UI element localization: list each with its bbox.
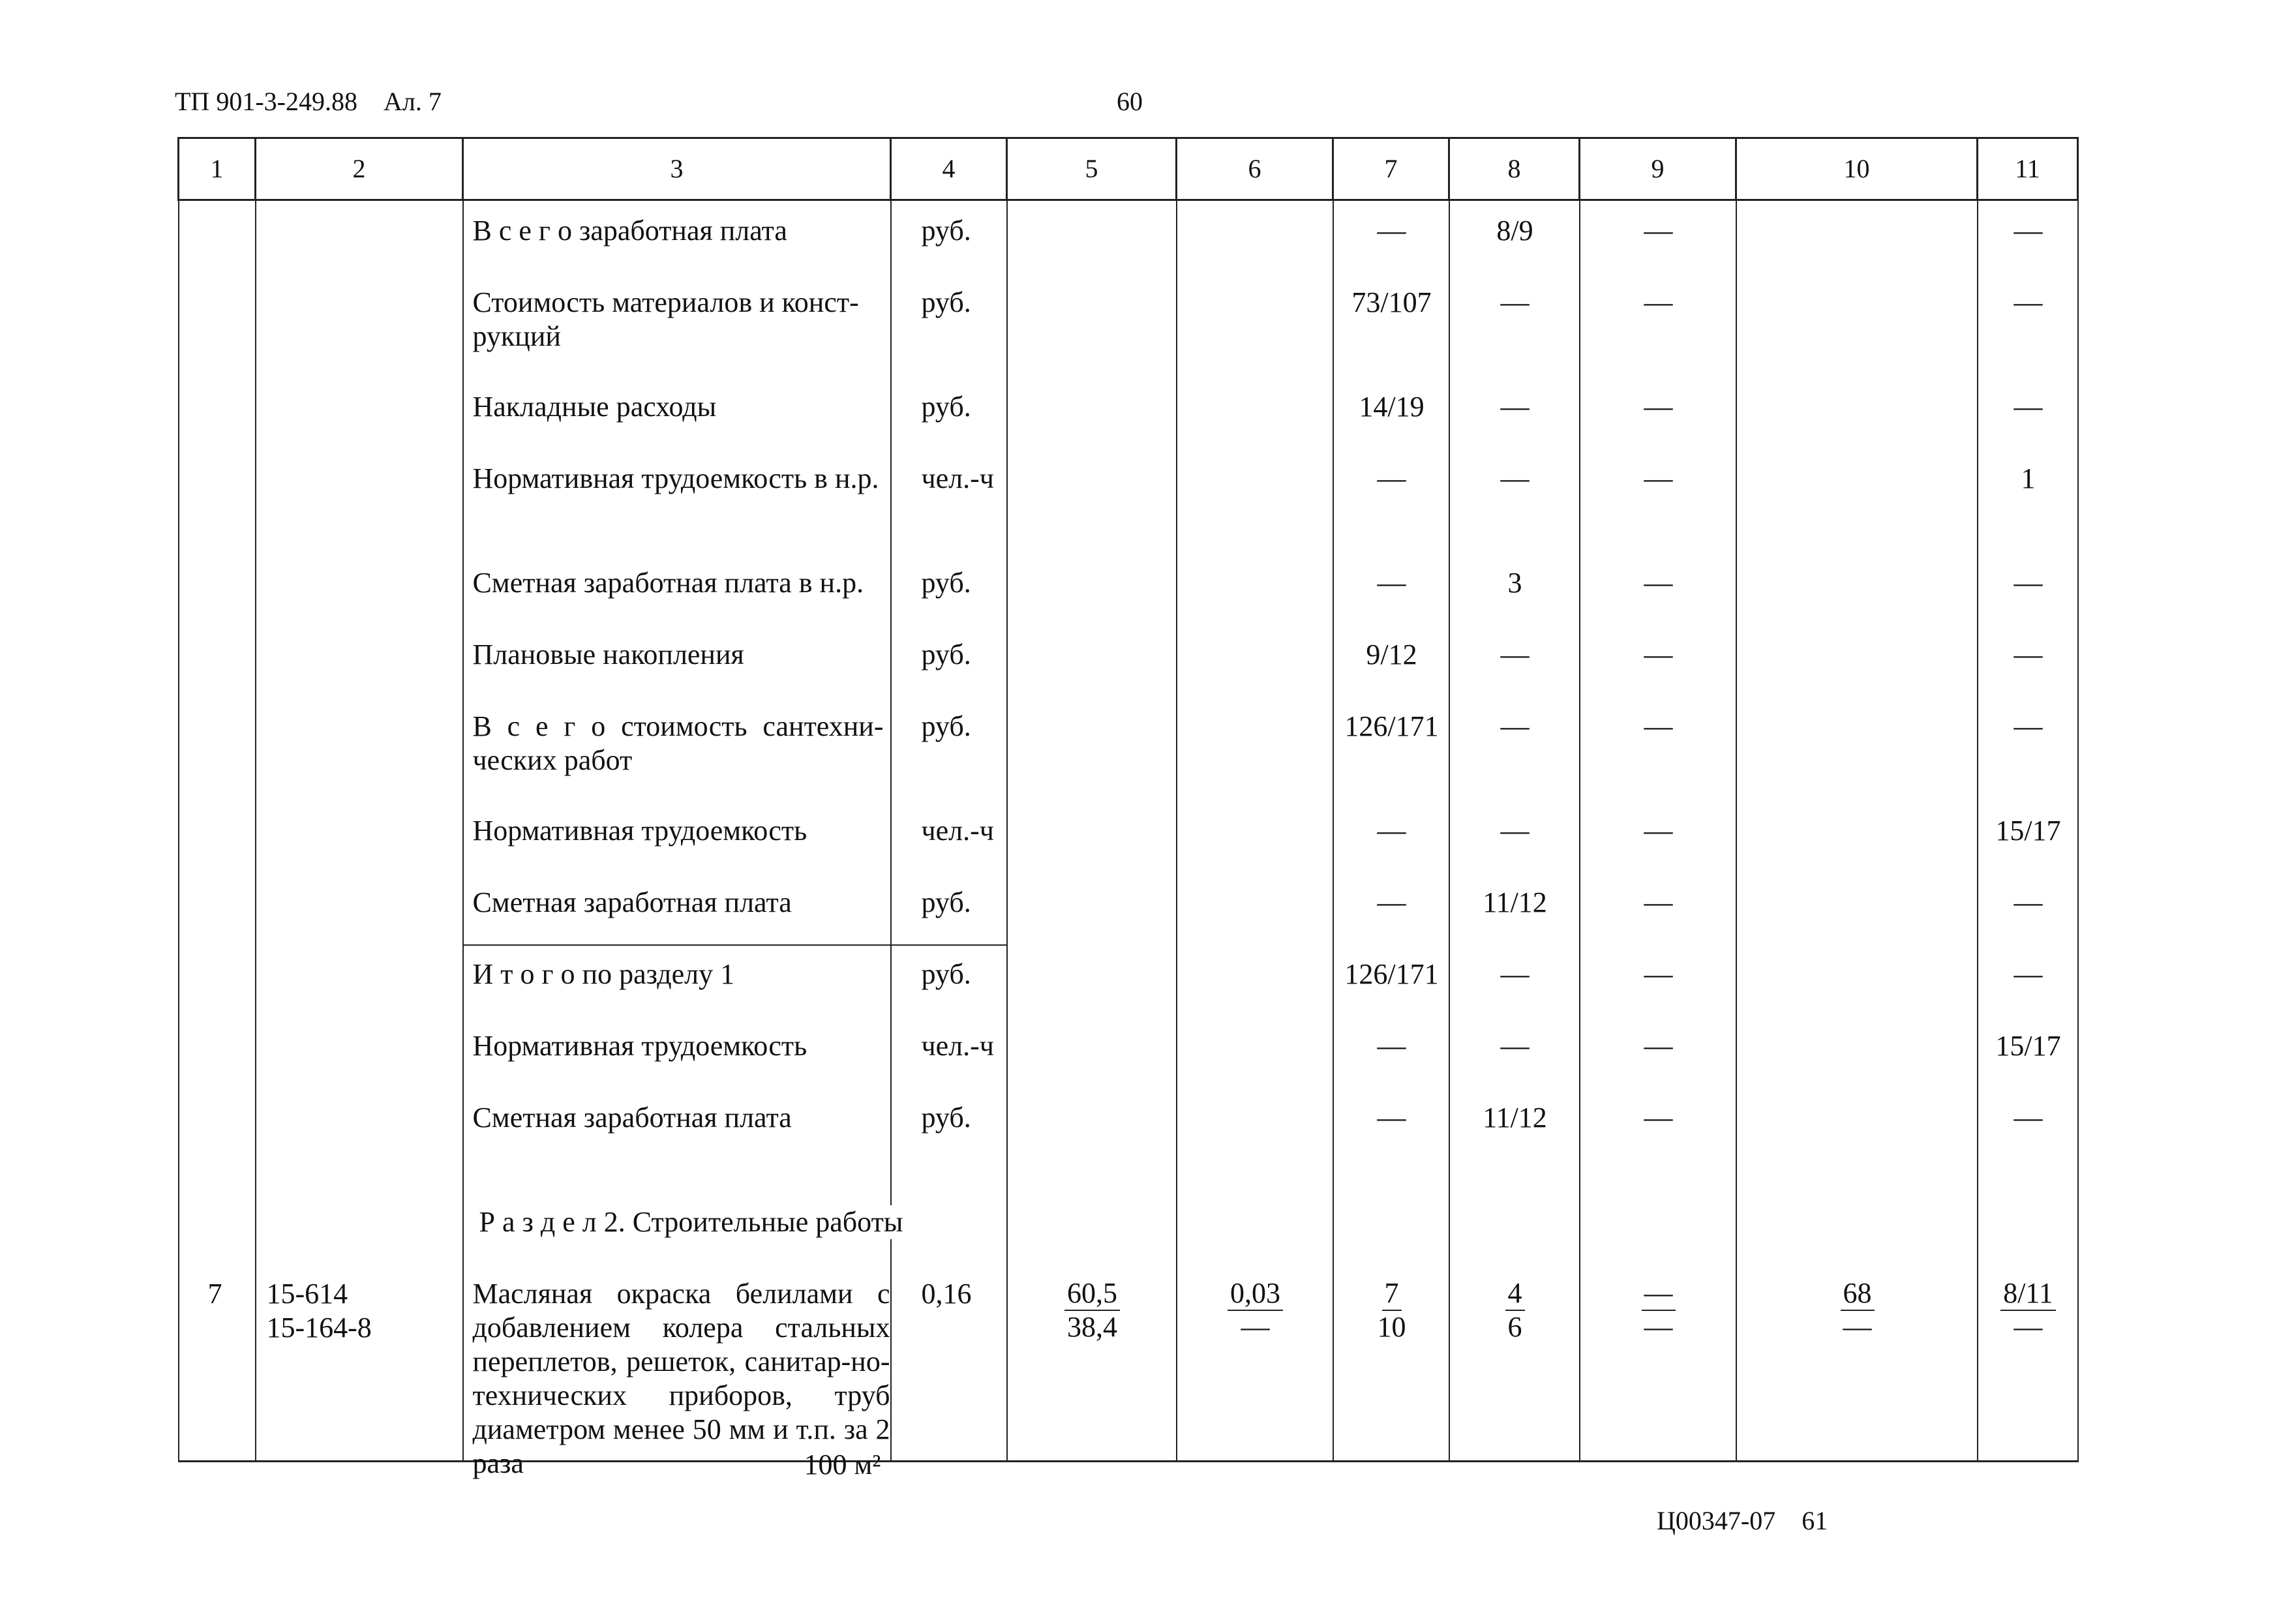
value: 3: [1507, 567, 1522, 599]
item-description: Масляная окраска белилами с добавлением колера стальных переплетов, решеток, санитар-но-технических приборов, труб диаметром менее 50 мм и т.п. за 2 раза: [472, 1278, 890, 1479]
row-label: Нормативная трудоемкость в н.р.: [472, 462, 879, 494]
col7-cell: [1333, 200, 1449, 1462]
item-code: 15-614: [266, 1278, 348, 1310]
col2-cell: [256, 200, 463, 1462]
value: —: [1644, 639, 1673, 670]
value: —: [1377, 1102, 1406, 1134]
unit: руб.: [921, 639, 971, 670]
unit: руб.: [921, 958, 971, 990]
item-qty: 0,16: [921, 1278, 972, 1310]
row-label: В с е г о заработная плата: [472, 215, 787, 247]
col4-cell: [891, 200, 1007, 1462]
row-label: В с е г о стоимость сантехни-ческих работ: [472, 710, 884, 776]
value: 73/107: [1351, 286, 1432, 318]
value: —: [1377, 567, 1406, 599]
value: 15/17: [1995, 815, 2061, 847]
col-header: 3: [463, 138, 891, 200]
value: —: [1644, 391, 1673, 423]
value: —: [2013, 286, 2043, 318]
row-label: Стоимость материалов и конст-рукций: [472, 286, 859, 352]
unit: руб.: [921, 391, 971, 423]
frac-num: 4: [1505, 1277, 1525, 1311]
header-doc-code: [175, 86, 442, 117]
col6-cell: [1177, 200, 1333, 1462]
value: —: [1500, 710, 1530, 742]
value: —: [1377, 815, 1406, 847]
footer: [1657, 1505, 1828, 1536]
value: 14/19: [1359, 391, 1425, 423]
col11-cell: [1978, 200, 2078, 1462]
col-header: 8: [1449, 138, 1580, 200]
footer-page: 61: [1802, 1506, 1828, 1535]
frac-den: —: [1241, 1311, 1270, 1343]
item-measure: 100 м²: [804, 1449, 881, 1481]
frac-num: —: [1642, 1277, 1676, 1311]
value: —: [1500, 958, 1530, 990]
value: —: [1644, 815, 1673, 847]
frac-den: 10: [1377, 1311, 1406, 1343]
value: —: [2013, 1102, 2043, 1134]
value: 15/17: [1995, 1030, 2061, 1062]
value: —: [1500, 1030, 1530, 1062]
item-code: 15-164-8: [266, 1312, 372, 1344]
row-label: Сметная заработная плата в н.р.: [472, 567, 864, 599]
col-header: 4: [891, 138, 1007, 200]
value: —: [1644, 286, 1673, 318]
value: 8/9: [1496, 215, 1533, 247]
fraction: [1177, 1277, 1334, 1344]
item-number: 7: [207, 1278, 222, 1310]
col9-cell: [1580, 200, 1736, 1462]
value: —: [1644, 886, 1673, 918]
unit: руб.: [921, 886, 971, 918]
value: —: [1500, 391, 1530, 423]
fraction: [1450, 1277, 1580, 1344]
fraction: [1334, 1277, 1450, 1344]
value: —: [1377, 462, 1406, 494]
col-header: 2: [256, 138, 463, 200]
col-header: 5: [1007, 138, 1177, 200]
value: —: [1644, 710, 1673, 742]
row-label: Накладные расходы: [472, 391, 717, 423]
frac-num: 0,03: [1228, 1277, 1283, 1311]
value: —: [1500, 639, 1530, 670]
unit: руб.: [921, 567, 971, 599]
unit: руб.: [921, 286, 971, 318]
value: —: [1644, 462, 1673, 494]
value: —: [2013, 567, 2043, 599]
value: —: [1644, 215, 1673, 247]
value: —: [1644, 1030, 1673, 1062]
col-header: 9: [1580, 138, 1736, 200]
unit: чел.-ч: [921, 1030, 994, 1062]
value: —: [1377, 215, 1406, 247]
section-title: Р а з д е л 2. Строительные работы: [479, 1206, 903, 1238]
col8-cell: [1449, 200, 1580, 1462]
value: 1: [2021, 462, 2036, 494]
doc-code-text: ТП 901-3-249.88: [175, 87, 357, 116]
value: —: [1644, 958, 1673, 990]
frac-den: —: [2013, 1311, 2043, 1343]
frac-den: —: [1644, 1311, 1673, 1343]
frac-num: 7: [1382, 1277, 1402, 1311]
frac-den: 38,4: [1067, 1311, 1117, 1343]
value: —: [1644, 1102, 1673, 1134]
row-label: Сметная заработная плата: [472, 886, 792, 918]
frac-num: 60,5: [1064, 1277, 1120, 1311]
value: 126/171: [1344, 710, 1439, 742]
row-label: Плановые накопления: [472, 639, 744, 670]
page-number: 60: [1117, 87, 1143, 116]
frac-den: —: [1843, 1311, 1872, 1343]
album-text: Ал. 7: [383, 87, 442, 116]
value: 11/12: [1483, 886, 1547, 918]
col-header: 11: [1978, 138, 2078, 200]
col-header: 10: [1736, 138, 1978, 200]
total-label: Сметная заработная плата: [472, 1102, 792, 1134]
value: —: [1644, 567, 1673, 599]
estimate-table: [177, 137, 2079, 1481]
value: —: [2013, 391, 2043, 423]
col-header: 1: [179, 138, 256, 200]
row-label: Нормативная трудоемкость: [472, 815, 807, 847]
unit: руб.: [921, 1102, 971, 1134]
fraction: [1008, 1277, 1177, 1344]
unit: чел.-ч: [921, 815, 994, 847]
frac-num: 8/11: [2000, 1277, 2056, 1311]
fraction: [1580, 1277, 1737, 1344]
total-label: И т о г о по разделу 1: [472, 958, 735, 990]
value: —: [2013, 639, 2043, 670]
value: 9/12: [1366, 639, 1417, 670]
col-header: 6: [1177, 138, 1333, 200]
value: —: [1500, 815, 1530, 847]
value: —: [1500, 462, 1530, 494]
col1-cell: [179, 200, 256, 1462]
value: —: [1377, 1030, 1406, 1062]
frac-den: 6: [1507, 1311, 1522, 1343]
col10-cell: [1736, 200, 1978, 1462]
value: —: [1377, 886, 1406, 918]
fraction: [1978, 1277, 2079, 1344]
frac-num: 68: [1841, 1277, 1875, 1311]
total-label: Нормативная трудоемкость: [472, 1030, 807, 1062]
value: —: [2013, 886, 2043, 918]
value: —: [2013, 958, 2043, 990]
value: —: [1500, 286, 1530, 318]
value: 11/12: [1483, 1102, 1547, 1134]
column-numbers-row: [179, 138, 2078, 200]
unit: чел.-ч: [921, 462, 994, 494]
fraction: [1737, 1277, 1978, 1344]
col5-cell: [1007, 200, 1177, 1462]
value: —: [2013, 710, 2043, 742]
value: —: [2013, 215, 2043, 247]
footer-code: Ц00347-07: [1657, 1506, 1776, 1535]
unit: руб.: [921, 710, 971, 742]
table-body-row: [179, 200, 2078, 1462]
col3-cell: [463, 200, 903, 1481]
value: 126/171: [1344, 958, 1439, 990]
unit: руб.: [921, 215, 971, 247]
col-header: 7: [1333, 138, 1449, 200]
